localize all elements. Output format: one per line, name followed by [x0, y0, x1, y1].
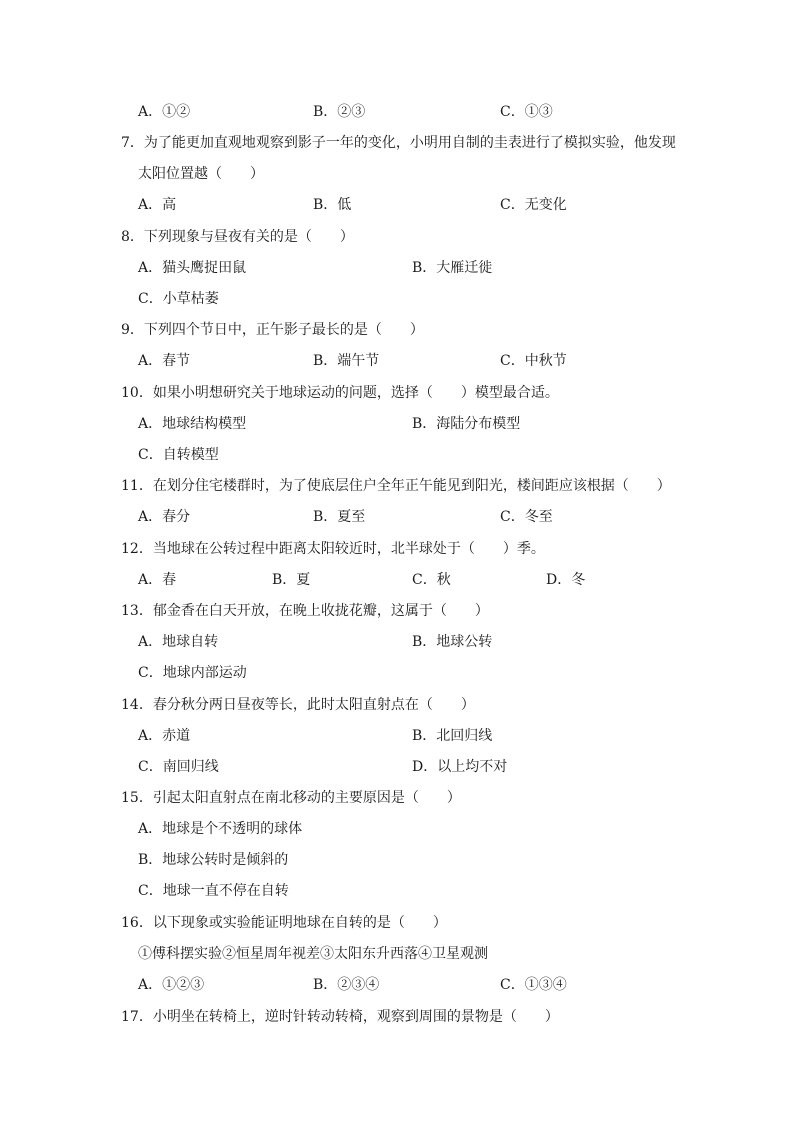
q15-stem: 15．引起太阳直射点在南北移动的主要原因是（ ） [121, 790, 461, 806]
q16-option-a: A．①②③ [138, 977, 205, 993]
q14-option-c: C．南回归线 [138, 759, 219, 775]
q7-option-c: C．无变化 [500, 197, 567, 213]
q8-option-b: B．大雁迁徙 [412, 260, 493, 276]
q8-option-a: A．猫头鹰捉田鼠 [138, 260, 247, 276]
q7-option-b: B．低 [313, 197, 352, 213]
q8-stem: 8．下列现象与昼夜有关的是（ ） [121, 229, 354, 245]
q14-option-a: A．赤道 [138, 728, 191, 744]
q7-stem-line1: 7．为了能更加直观地观察到影子一年的变化，小明用自制的圭表进行了模拟实验，他发现 [121, 135, 676, 151]
q6-option-c: C．①③ [500, 104, 553, 120]
q16-statements: ①傅科摆实验②恒星周年视差③太阳东升西落④卫星观测 [138, 946, 488, 962]
q13-option-b: B．地球公转 [412, 634, 493, 650]
q9-stem: 9．下列四个节日中，正午影子最长的是（ ） [121, 322, 424, 338]
q9-option-a: A．春节 [138, 353, 191, 369]
q7-option-a: A．高 [138, 197, 177, 213]
q9-option-c: C．中秋节 [500, 353, 567, 369]
q17-stem: 17．小明坐在转椅上，逆时针转动转椅，观察到周围的景物是（ ） [121, 1009, 559, 1025]
q8-option-c: C．小草枯萎 [138, 291, 219, 307]
q13-option-a: A．地球自转 [138, 634, 219, 650]
q10-stem: 10．如果小明想研究关于地球运动的问题，选择（ ）模型最合适。 [121, 385, 559, 401]
q16-stem: 16．以下现象或实验能证明地球在自转的是（ ） [121, 915, 447, 931]
q11-option-c: C．冬至 [500, 509, 553, 525]
q9-option-b: B．端午节 [313, 353, 380, 369]
q10-option-b: B．海陆分布模型 [412, 416, 521, 432]
q12-stem: 12．当地球在公转过程中距离太阳较近时，北半球处于（ ）季。 [121, 541, 545, 557]
q13-option-c: C．地球内部运动 [138, 665, 247, 681]
q6-option-b: B．②③ [313, 104, 366, 120]
q16-option-b: B．②③④ [313, 977, 380, 993]
q12-option-a: A．春 [138, 572, 177, 588]
q11-option-a: A．春分 [138, 509, 191, 525]
q15-option-c: C．地球一直不停在自转 [138, 883, 289, 899]
q15-option-b: B．地球公转时是倾斜的 [138, 852, 289, 868]
q15-option-a: A．地球是个不透明的球体 [138, 821, 303, 837]
q11-stem: 11．在划分住宅楼群时，为了使底层住户全年正午能见到阳光，楼间距应该根据（ ） [121, 478, 671, 494]
q12-option-d: D．冬 [546, 572, 586, 588]
q11-option-b: B．夏至 [313, 509, 366, 525]
q10-option-a: A．地球结构模型 [138, 416, 247, 432]
q14-stem: 14．春分秋分两日昼夜等长，此时太阳直射点在（ ） [121, 697, 475, 713]
q12-option-b: B．夏 [272, 572, 311, 588]
q16-option-c: C．①③④ [500, 977, 567, 993]
q10-option-c: C．自转模型 [138, 447, 219, 463]
q14-option-d: D．以上均不对 [412, 759, 508, 775]
q7-stem-line2: 太阳位置越（ ） [138, 166, 264, 182]
q13-stem: 13．郁金香在白天开放，在晚上收拢花瓣，这属于（ ） [121, 603, 489, 619]
q12-option-c: C．秋 [412, 572, 451, 588]
q6-option-a: A．①② [138, 104, 191, 120]
q14-option-b: B．北回归线 [412, 728, 493, 744]
